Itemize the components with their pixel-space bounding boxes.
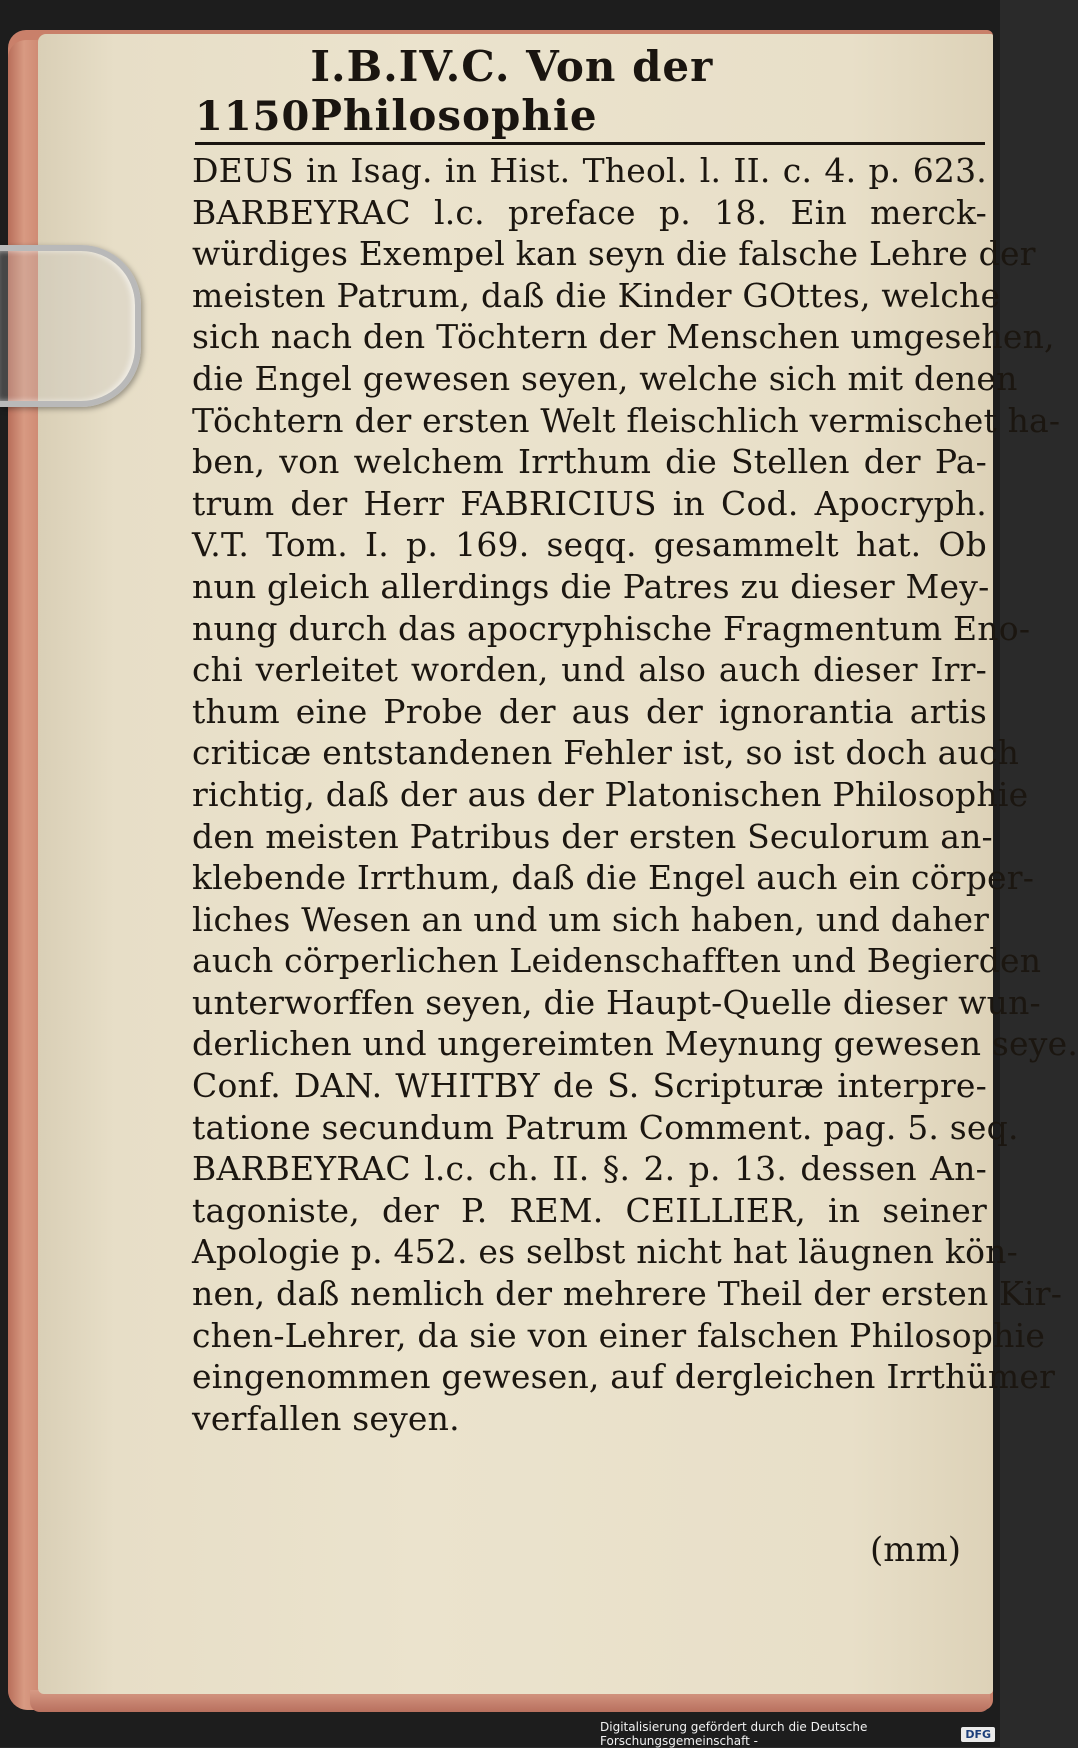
text-line: thum eine Probe der aus der ignorantia artis (192, 691, 987, 731)
text-line: nung durch das apocryphische Fragmentum Eno- (192, 608, 1031, 648)
text-line: Conf. DAN. WHITBY de S. Scripturæ interpre- (192, 1066, 987, 1106)
text-line: eingenommen gewesen, auf dergleichen Irrthümer (192, 1357, 1056, 1397)
text-line: derlichen und ungereimten Meynung gewesen seye. (192, 1024, 1078, 1064)
text-line: richtig, daß der aus der Platonischen Philosophie (192, 774, 1029, 814)
text-line: unterworffen seyen, die Haupt-Quelle dieser wun- (192, 982, 1041, 1022)
text-line: den meisten Patribus der ersten Seculorum an- (192, 816, 993, 856)
dfg-logo: DFG (961, 1727, 995, 1742)
text-line: BARBEYRAC l.c. ch. II. §. 2. p. 13. dessen An- (192, 1149, 987, 1189)
header-rule (195, 142, 985, 145)
text-line: Apologie p. 452. es selbst nicht hat läugnen kön- (192, 1232, 1018, 1272)
text-line: DEUS in Isag. in Hist. Theol. l. II. c. 4. p. 623. (192, 151, 987, 190)
text-line: nun gleich allerdings die Patres zu dieser Mey- (192, 566, 990, 606)
text-line: tagoniste, der P. REM. CEILLIER, in seiner (192, 1190, 987, 1230)
credit-text: Digitalisierung gefördert durch die Deutsche Forschungsgemeinschaft - (600, 1720, 868, 1748)
text-line: sich nach den Töchtern der Menschen umgesehen, (192, 317, 1055, 357)
text-line: die Engel gewesen seyen, welche sich mit denen (192, 358, 1018, 398)
text-line: liches Wesen an und um sich haben, und daher (192, 899, 990, 939)
text-line: chen-Lehrer, da sie von einer falschen Philosophie (192, 1315, 1046, 1355)
text-line-last: verfallen seyen. (192, 1398, 460, 1438)
text-line: Töchtern der ersten Welt fleischlich vermischet ha- (192, 400, 1061, 440)
text-line: BARBEYRAC l.c. preface p. 18. Ein merck- (192, 192, 987, 232)
digitization-credit (600, 1720, 995, 1748)
running-title: I.B.IV.C. Von der Philosophie (310, 42, 714, 140)
text-line: chi verleitet worden, und also auch dieser Irr- (192, 650, 987, 690)
page-body-text (192, 150, 1078, 1439)
text-line: ben, von welchem Irrthum die Stellen der Pa- (192, 442, 987, 482)
page-number: 1150 (195, 93, 311, 140)
page-clip (0, 245, 141, 407)
text-line: klebende Irrthum, daß die Engel auch ein cörper- (192, 858, 1035, 898)
text-line: würdiges Exempel kan seyn die falsche Lehre der (192, 234, 1036, 274)
text-line: auch cörperlichen Leidenschafften und Begierden (192, 941, 1042, 981)
page-header (195, 42, 985, 140)
text-line: trum der Herr FABRICIUS in Cod. Apocryph. (192, 483, 987, 523)
catchword: (mm) (870, 1530, 962, 1570)
text-line: criticæ entstandenen Fehler ist, so ist doch auch (192, 733, 1020, 773)
text-line: tatione secundum Patrum Comment. pag. 5. seq. (192, 1107, 1019, 1147)
text-line: V.T. Tom. I. p. 169. seqq. gesammelt hat. Ob (192, 525, 987, 565)
text-line: meisten Patrum, daß die Kinder GOttes, welche (192, 275, 1001, 315)
text-line: nen, daß nemlich der mehrere Theil der ersten Kir- (192, 1274, 1063, 1314)
